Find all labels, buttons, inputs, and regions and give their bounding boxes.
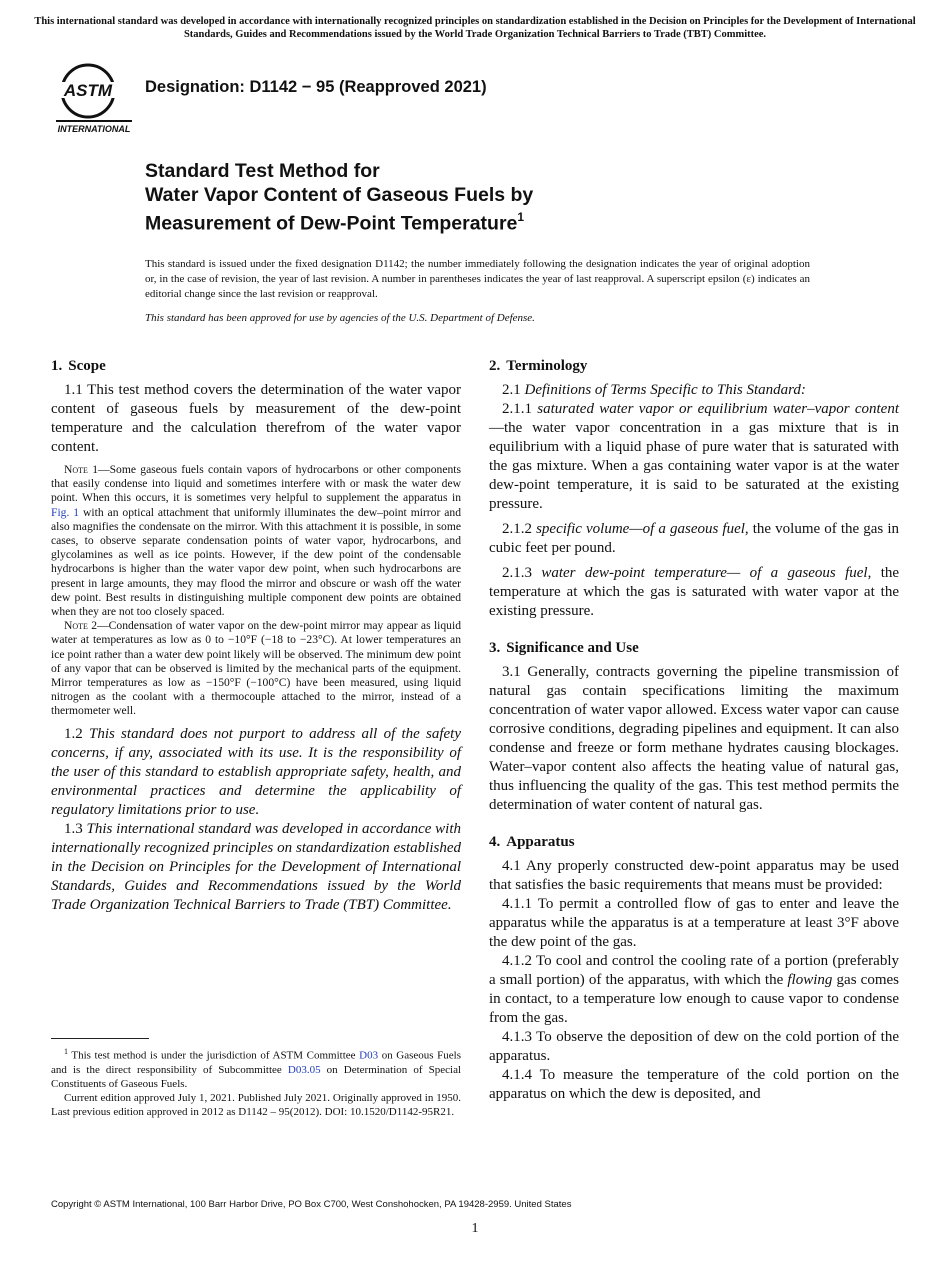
logo-subtext: INTERNATIONAL — [57, 124, 131, 134]
right-column — [489, 357, 899, 1104]
logo-text: ASTM — [63, 81, 113, 100]
paragraph-4-1: 4.1 Any properly constructed dew-point apparatus may be used that satisfies the basic requirements that means must be provided: — [489, 858, 899, 893]
paragraph-2-1: 2.1 Definitions of Terms Specific to This Standard: — [502, 382, 806, 398]
section-heading-scope: 1. Scope — [51, 358, 106, 374]
document-title — [145, 160, 745, 236]
subcommittee-d03-05-link[interactable]: D03.05 — [287, 1063, 321, 1076]
left-column — [51, 357, 461, 915]
dod-notice: This standard has been approved for use by agencies of the U.S. Department of Defense. — [145, 312, 535, 324]
paragraph-2-1-1: 2.1.1 saturated water vapor or equilibrium water–vapor content—the water vapor concentration in a gas mixture that is in equilibrium with a liquid phase of pure water that is saturated with the gas mixture. When a gas containing water vapor is at the water dew-point temperature, it is said to be saturated at the existing pressure. — [489, 401, 900, 512]
title-line-1: Standard Test Method for — [145, 160, 380, 182]
paragraph-3-1: 3.1 Generally, contracts governing the pipeline transmission of natural gas contain specifications limiting the maximum concentration of water vapor allowed. Excess water vapor can cause corrosive conditions, degrading pipelines and equipment. It can also condense and freeze or form methane hydrates causing blockages. Water–vapor content also affects the heating value of natural gas, thus influencing the quality of the gas. This test method permits the determination of water content of natural gas. — [489, 664, 899, 813]
astm-logo — [52, 58, 136, 136]
copyright: Copyright © ASTM International, 100 Barr Harbor Drive, PO Box C700, West Conshohocken, PA 19428-2959. United States — [51, 1199, 572, 1210]
paragraph-1-3: 1.3 This international standard was developed in accordance with internationally recognized principles on standardization established in the Decision on Principles for the Development of International Standards, Guides and Recommendations issued by the World Trade Organization Technical Barriers to Trade (TBT) Committee. — [51, 820, 461, 913]
section-heading-significance: 3. Significance and Use — [489, 640, 639, 656]
footnote-edition: Current edition approved July 1, 2021. Published July 2021. Originally approved in 1950. Last previous edition approved in 2012 as D1142 – 95(2012). DOI: 10.1520/D1142-95R21. — [51, 1091, 461, 1118]
footnotes — [51, 1045, 461, 1119]
astm-logo-icon — [52, 58, 136, 136]
section-heading-apparatus: 4. Apparatus — [489, 834, 575, 850]
title-footnote-mark[interactable]: 1 — [517, 210, 525, 224]
footnote-divider — [51, 1038, 149, 1039]
issuance-statement: This standard is issued under the fixed designation D1142; the number immediately following the designation indicates the year of original adoption or, in the case of revision, the year of last revision. A number in parentheses indicates the year of last reapproval. A superscript epsilon (ε) indicates an editorial change since the last revision or reapproval. — [145, 258, 810, 300]
paragraph-4-1-4: 4.1.4 To measure the temperature of the cold portion on the apparatus on which the dew is deposited, and — [489, 1067, 899, 1102]
committee-d03-link[interactable]: D03 — [359, 1049, 379, 1062]
top-notice: This international standard was developed in accordance with internationally recognized principles on standardization established in the Decision on Principles for the Development of International Standards, Guides and Recommendations issued by the World Trade Organization Technical Barriers to Trade (TBT) Committee. — [34, 16, 916, 40]
paragraph-4-1-3: 4.1.3 To observe the deposition of dew on the cold portion of the apparatus. — [489, 1029, 899, 1064]
page-number: 1 — [471, 1221, 479, 1236]
paragraph-2-1-3: 2.1.3 water dew-point temperature— of a gaseous fuel, the temperature at which the gas is saturated with water vapor at the existing pressure. — [489, 565, 900, 619]
designation: Designation: D1142 − 95 (Reapproved 2021) — [145, 78, 487, 96]
paragraph-4-1-2: 4.1.2 To cool and control the cooling rate of a portion (preferably a small portion) of the apparatus, with which the flowing gas comes in contact, to a temperature low enough to cause vapor to condense from the gas. — [489, 953, 899, 1026]
note-1: Note 1—Some gaseous fuels contain vapors of hydrocarbons or other components that easily condense into liquid and sometimes interfere with or mask the water dew point. When this occurs, it is sometimes very helpful to supplement the apparatus in Fig. 1 with an optical attachment that uniformly illuminates the dew–point mirror and also magnifies the condensate on the mirror. With this attachment it is possible, in some cases, to observe separate condensation points of water vapor, hydrocarbons, and glycolamines as well as ice points. However, if the dew point of the condensable hydrocarbons is higher than the water vapor dew point, when such hydrocarbons are present in large amounts, they may flood the mirror and obscure or wash off the water dew point. Best results in distinguishing multiple component dew points are obtained when they are not too closely spaced. — [51, 463, 461, 619]
title-line-3: Measurement of Dew-Point Temperature — [145, 212, 518, 235]
section-heading-terminology: 2. Terminology — [489, 358, 588, 374]
fig-1-link[interactable]: Fig. 1 — [51, 505, 80, 519]
paragraph-1-1: 1.1 This test method covers the determination of the water vapor content of gaseous fuels by measurement of the dew-point temperature and the calculation therefrom of the water vapor content. — [51, 382, 461, 455]
footnote-1: $^1$ This test method is under the jurisdiction of ASTM Committee D03 on Gaseous Fuels and is the direct responsibility of Subcommittee D03.05 on Determination of Special Constituents of Gaseous Fuels. — [51, 1047, 462, 1090]
note-2: Note 2—Condensation of water vapor on the dew-point mirror may appear as liquid water at temperatures as low as 0 to −10°F (−18 to −23°C). At lower temperatures an ice point rather than a water dew point likely will be observed. The minimum dew point of any vapor that can be observed is limited by the mechanical parts of the equipment. Mirror temperatures as low as −150°F (−100°C) have been measured, using liquid nitrogen as the coolant with a thermocouple attached to the mirror, instead of a thermometer well. — [51, 619, 461, 718]
paragraph-1-2: 1.2 This standard does not purport to address all of the safety concerns, if any, associated with its use. It is the responsibility of the user of this standard to establish appropriate safety, health, and environmental practices and determine the applicability of regulatory limitations prior to use. — [51, 725, 462, 818]
title-line-2: Water Vapor Content of Gaseous Fuels by — [145, 183, 534, 206]
paragraph-4-1-1: 4.1.1 To permit a controlled flow of gas to enter and leave the apparatus while the apparatus is at a temperature at least 3°F above the dew point of the gas. — [489, 896, 899, 950]
paragraph-2-1-2: 2.1.2 specific volume—of a gaseous fuel, the volume of the gas in cubic feet per pound. — [489, 521, 899, 556]
